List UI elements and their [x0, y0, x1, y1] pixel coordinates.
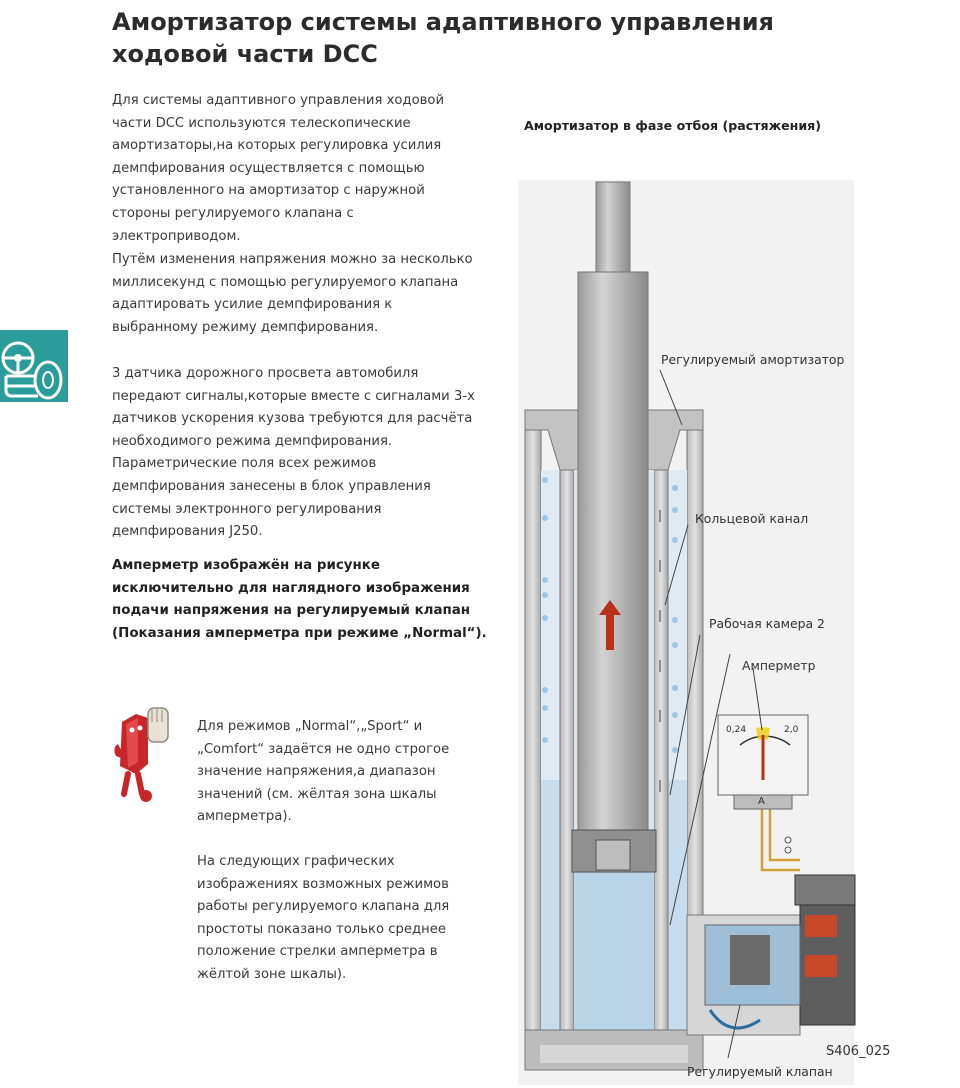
paragraph-1: Для системы адаптивного управления ходовой части DCC используются телескопические амортизаторы,на которых регулировка усилия демпфирования осуществляется с помощью установленного на амортизатор с наружной стороны регулируемого клапана с электроприводом. [112, 93, 445, 244]
figure-code: S406_025 [826, 1044, 891, 1059]
diagram-title: Амортизатор в фазе отбоя (растяжения) [524, 118, 822, 133]
label-working-chamber: Рабочая камера 2 [709, 616, 825, 631]
hand-stop-icon [108, 704, 180, 804]
shock-absorber-diagram [500, 140, 960, 1088]
paragraph-2: Путём изменения напряжения можно за несколько миллисекунд с помощью регулируемого клапана адаптировать усилие демпфирования к выбранному режиму демпфирования. [112, 252, 473, 335]
label-valve: Регулируемый клапан [687, 1064, 833, 1079]
page-title: Амортизатор системы адаптивного управления ходовой части DCC [112, 8, 774, 68]
ammeter-note: Амперметр изображён на рисунке исключительно для наглядного изображения подачи напряжения на регулируемый клапан (Показания амперметра при режиме „Normal“). [112, 558, 487, 641]
gauge-min: 0,24 [726, 725, 747, 735]
label-annular-channel: Кольцевой канал [695, 511, 809, 526]
label-shock-absorber: Регулируемый амортизатор [661, 352, 845, 367]
modes-note: Для режимов „Normal“,„Sport“ и „Comfort“ задаётся не одно строгое значение напряжения,а диапазон значений (см. жёлтая зона шкалы амперметра). [197, 719, 450, 825]
paragraph-3: 3 датчика дорожного просвета автомобиля передают сигналы,которые вместе с сигналами 3-х датчиков ускорения кузова требуются для расчёта необходимого режима демпфирования. Параметрические поля всех режимов демпфирования занесены в блок управления системы электронного регулирования демпфирования J250. [112, 366, 475, 540]
steering-wheel-icon [0, 330, 68, 402]
label-ammeter: Амперметр [742, 658, 816, 673]
gauge-unit: A [758, 796, 765, 807]
graphics-note: На следующих графических изображениях возможных режимов работы регулируемого клапана для простоты показано только среднее положение стрелки амперметра в жёлтой зоне шкалы). [197, 854, 450, 982]
gauge-max: 2,0 [784, 725, 799, 735]
